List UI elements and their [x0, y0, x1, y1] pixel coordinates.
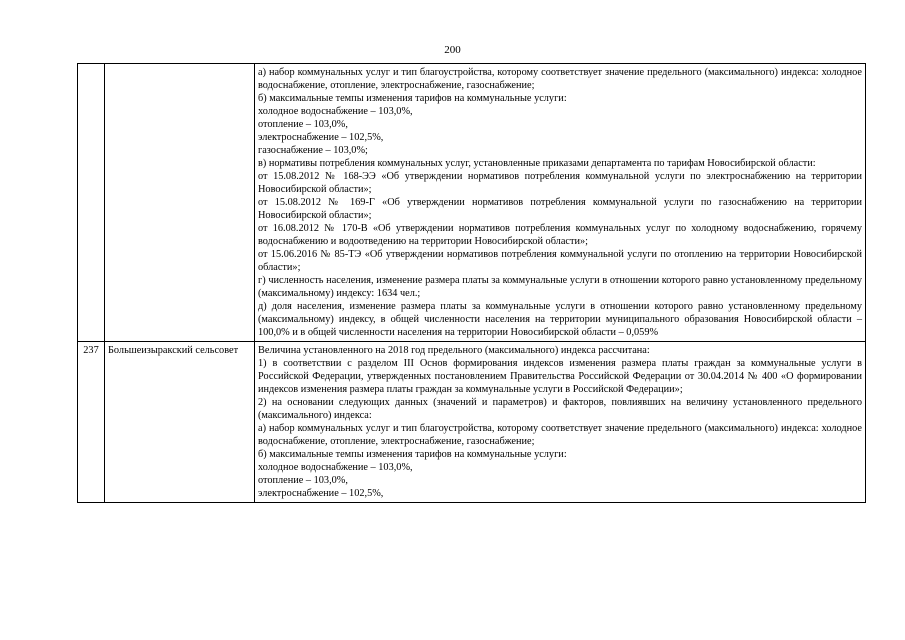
- municipality-name: [105, 64, 255, 342]
- paragraph: от 15.06.2016 № 85-ТЭ «Об утверждении нормативов потребления коммунальной услуги по отоплению на территории Новосибирской области»;: [258, 249, 862, 273]
- paragraph: электроснабжение – 102,5%,: [258, 488, 384, 499]
- table-row: [78, 64, 866, 342]
- paragraph: д) доля населения, изменение размера платы за коммунальные услуги в отношении которого равно установленному предельному (максимальному) индексу, в общей численности населения на территории муниципального образования Новосибирской области – 100,0% и в общей численности населения на территории Новосибирской области – 0,059%: [258, 301, 862, 338]
- description-cell: [255, 64, 866, 342]
- paragraph: от 15.08.2012 № 169-Г «Об утверждении нормативов потребления коммунальной услуги по газоснабжению на территории Новосибирской области»;: [258, 197, 862, 221]
- row-number: [78, 64, 105, 342]
- paragraph: 2) на основании следующих данных (значений и параметров) и факторов, повлиявших на величину установленного предельного (максимального) индекса:: [258, 397, 862, 421]
- paragraph: б) максимальные темпы изменения тарифов на коммунальные услуги:: [258, 449, 567, 460]
- paragraph: Величина установленного на 2018 год предельного (максимального) индекса рассчитана:: [258, 345, 650, 356]
- paragraph: в) нормативы потребления коммунальных услуг, установленные приказами департамента по тарифам Новосибирской области:: [258, 158, 816, 169]
- paragraph: холодное водоснабжение – 103,0%,: [258, 462, 413, 473]
- municipality-name: Большеизыракский сельсовет: [105, 342, 255, 503]
- page-number: 200: [444, 44, 461, 56]
- paragraph: а) набор коммунальных услуг и тип благоустройства, которому соответствует значение предельного (максимального) индекса: холодное водоснабжение, отопление, электроснабжение, газоснабжение;: [258, 67, 862, 91]
- paragraph: холодное водоснабжение – 103,0%,: [258, 106, 413, 117]
- document-table: [77, 63, 866, 503]
- paragraph: электроснабжение – 102,5%,: [258, 132, 384, 143]
- paragraph: от 15.08.2012 № 168-ЭЭ «Об утверждении нормативов потребления коммунальной услуги по электроснабжению на территории Новосибирской области»;: [258, 171, 862, 195]
- table-row: [78, 342, 866, 503]
- paragraph: 1) в соответствии с разделом III Основ формирования индексов изменения размера платы граждан за коммунальные услуги в Российской Федерации, утвержденных постановлением Правительства Российской Федерации от 30.04.2014 № 400 «О формировании индексов изменения размера платы граждан за коммунальные услуги в Российской Федерации»;: [258, 358, 862, 395]
- paragraph: б) максимальные темпы изменения тарифов на коммунальные услуги:: [258, 93, 567, 104]
- paragraph: г) численность населения, изменение размера платы за коммунальные услуги в отношении которого равно установленному предельному (максимальному) индексу: 1634 чел.;: [258, 275, 862, 299]
- paragraph: отопление – 103,0%,: [258, 119, 348, 130]
- paragraph: а) набор коммунальных услуг и тип благоустройства, которому соответствует значение предельного (максимального) индекса: холодное водоснабжение, отопление, электроснабжение, газоснабжение;: [258, 423, 862, 447]
- paragraph: от 16.08.2012 № 170-В «Об утверждении нормативов потребления коммунальных услуг по холодному водоснабжению, горячему водоснабжению и водоотведению на территории Новосибирской области»;: [258, 223, 862, 247]
- description-cell: [255, 342, 866, 503]
- row-number: 237: [78, 342, 105, 503]
- paragraph: газоснабжение – 103,0%;: [258, 145, 368, 156]
- paragraph: отопление – 103,0%,: [258, 475, 348, 486]
